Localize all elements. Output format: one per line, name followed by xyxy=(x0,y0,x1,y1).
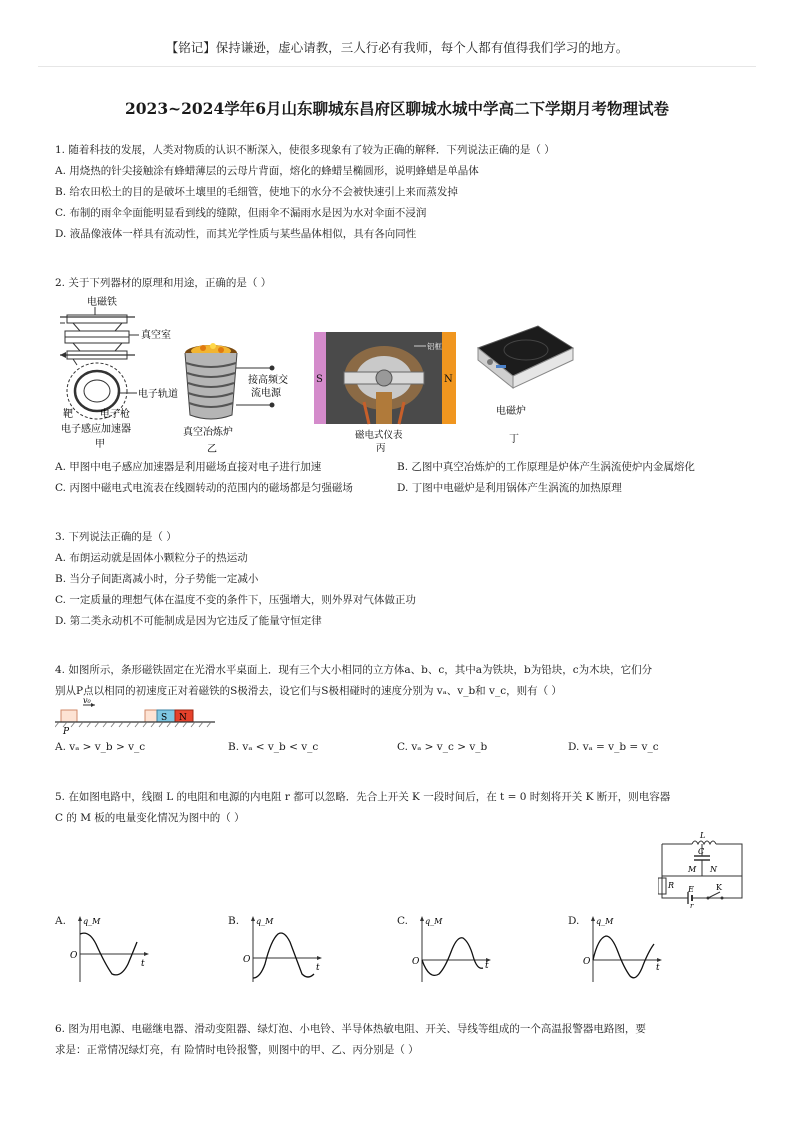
q1-option-b[interactable]: B. 给农田松土的目的是破坏土壤里的毛细管，使地下的水分不会被快速引上来而蒸发掉 xyxy=(55,186,458,198)
figure-ding-name: 电磁炉 xyxy=(496,406,526,417)
figure-betatron xyxy=(55,293,195,458)
figure-bing-tag: 丙 xyxy=(376,443,386,454)
q1-option-a[interactable]: A. 用烧热的针尖接触涂有蜂蜡薄层的云母片背面，熔化的蜂蜡呈椭圆形，说明蜂蜡是单晶体 xyxy=(55,165,479,177)
q4-option-c[interactable]: C. vₐ > v_c > v_b xyxy=(397,741,488,753)
circuit-label-k: K xyxy=(716,883,722,892)
graph-a-xlabel: t xyxy=(141,959,145,969)
q5-option-d[interactable]: D. xyxy=(568,915,580,927)
figure-bing-name: 磁电式仪表 xyxy=(355,430,403,441)
graph-c-xlabel: t xyxy=(485,961,489,971)
q5-graph-d[interactable] xyxy=(578,912,668,988)
label-electromagnet: 电磁铁 xyxy=(87,297,117,308)
figure-ding-tag: 丁 xyxy=(509,434,519,445)
q2-option-d[interactable]: D. 丁图中电磁炉是利用锅体产生涡流的加热原理 xyxy=(397,482,622,494)
q3-option-b[interactable]: B. 当分子间距离减小时，分子势能一定减小 xyxy=(55,573,259,585)
q5-option-c[interactable]: C. xyxy=(397,915,408,927)
label-point-p: P xyxy=(63,727,70,736)
figure-lc-circuit xyxy=(658,826,746,908)
q4-stem-line2: 别从P点以相同的初速度正对着磁铁的S极滑去，设它们与S极相碰时的速度分别为 vₐ、v_b和 v_c，则有（ ） xyxy=(55,685,562,697)
q2-stem: 2. 关于下列器材的原理和用途，正确的是（ ） xyxy=(55,277,272,289)
q6-stem-line1: 6. 图为用电源、电磁继电器、滑动变阻器、绿灯泡、小电铃、半导体热敏电阻、开关、导线等组成的一个高温报警器电路图，要 xyxy=(55,1023,646,1035)
circuit-label-l: L xyxy=(700,831,706,840)
q4-option-a[interactable]: A. vₐ > v_b > v_c xyxy=(55,741,146,753)
q4-option-b[interactable]: B. vₐ < v_b < v_c xyxy=(228,741,319,753)
label-n-pole: N xyxy=(444,374,453,385)
q1-option-c[interactable]: C. 布制的雨伞伞面能明显看到线的缝隙，但雨伞不漏雨水是因为水对伞面不浸润 xyxy=(55,207,427,219)
circuit-label-n: N xyxy=(710,865,717,874)
q3-option-c[interactable]: C. 一定质量的理想气体在温度不变的条件下，压强增大，则外界对气体做正功 xyxy=(55,594,416,606)
graph-b-origin: O xyxy=(243,955,251,965)
circuit-label-r: r xyxy=(690,902,694,908)
graph-d-ylabel: q_M xyxy=(596,917,614,926)
label-aluminum-frame: 铝框 xyxy=(427,342,442,351)
figure-jia-name: 电子感应加速器 xyxy=(61,424,131,435)
figure-galvanometer xyxy=(314,332,459,457)
q1-option-d[interactable]: D. 液晶像液体一样具有流动性，而其光学性质与某些晶体相似，具有各向同性 xyxy=(55,228,417,240)
label-electron-orbit: 电子轨道 xyxy=(138,389,178,400)
page-title: 2023~2024学年6月山东聊城东昌府区聊城水城中学高二下学期月考物理试卷 xyxy=(124,99,670,118)
circuit-label-r-resistor: R xyxy=(668,881,675,890)
figure-vacuum-furnace xyxy=(178,333,303,458)
label-hf-power-2: 流电源 xyxy=(251,388,281,399)
q2-option-c[interactable]: C. 丙图中磁电式电流表在线圈转动的范围内的磁场都是匀强磁场 xyxy=(55,482,353,494)
label-hf-power-1: 接高频交 xyxy=(248,375,288,386)
q3-option-d[interactable]: D. 第二类永动机不可能制成是因为它违反了能量守恒定律 xyxy=(55,615,322,627)
header-divider xyxy=(38,66,756,67)
q5-graph-a[interactable] xyxy=(65,912,155,988)
figure-yi-tag: 乙 xyxy=(207,444,217,455)
figure-induction-cooker xyxy=(468,318,578,448)
label-v0: v₀ xyxy=(83,698,91,705)
q3-option-a[interactable]: A. 布朗运动就是固体小颗粒分子的热运动 xyxy=(55,552,248,564)
motto-banner: 【铭记】保持谦逊，虚心请教，三人行必有我师，每个人都有值得我们学习的地方。 xyxy=(165,40,629,55)
q5-stem-line1: 5. 在如图电路中，线圈 L 的电阻和电源的内电阻 r 都可以忽略．先合上开关 K 一段时间后，在 t = 0 时刻将开关 K 断开，则电容器 xyxy=(55,791,671,803)
q4-option-d[interactable]: D. vₐ = v_b = v_c xyxy=(568,741,659,753)
graph-b-ylabel: q_M xyxy=(256,917,274,926)
circuit-label-c: C xyxy=(698,847,705,856)
label-magnet-n: N xyxy=(179,713,187,723)
q5-graph-b[interactable] xyxy=(238,912,328,988)
q2-option-a[interactable]: A. 甲图中电子感应加速器是利用磁场直接对电子进行加速 xyxy=(55,461,322,473)
q1-stem: 1. 随着科技的发展，人类对物质的认识不断深入，使很多现象有了较为正确的解释．下列说法正确的是（ ） xyxy=(55,144,555,156)
label-vacuum-chamber: 真空室 xyxy=(141,330,171,341)
figure-yi-name: 真空冶炼炉 xyxy=(183,427,233,438)
q6-stem-line2: 求是：正常情况绿灯亮，有 险情时电铃报警，则图中的甲、乙、丙分别是（ ） xyxy=(55,1044,419,1056)
label-electron-gun: 电子枪 xyxy=(100,409,130,420)
graph-b-xlabel: t xyxy=(316,963,320,973)
label-s-pole: S xyxy=(316,374,323,385)
graph-c-ylabel: q_M xyxy=(425,917,443,926)
q3-stem: 3. 下列说法正确的是（ ） xyxy=(55,531,177,543)
q4-stem-line1: 4. 如图所示，条形磁铁固定在光滑水平桌面上．现有三个大小相同的立方体a、b、c，其中a为铁块，b为铅块，c为木块，它们分 xyxy=(55,664,653,676)
q5-graph-c[interactable] xyxy=(407,912,497,988)
graph-a-ylabel: q_M xyxy=(83,917,101,926)
label-magnet-s: S xyxy=(161,713,168,723)
q5-stem-line2: C 的 M 板的电量变化情况为图中的（ ） xyxy=(55,812,245,824)
q2-option-b[interactable]: B. 乙图中真空冶炼炉的工作原理是炉体产生涡流使炉内金属熔化 xyxy=(397,461,695,473)
graph-d-xlabel: t xyxy=(656,963,660,973)
q5-option-b[interactable]: B. xyxy=(228,915,240,927)
label-target: 靶 xyxy=(63,409,73,420)
circuit-label-m: M xyxy=(688,865,697,874)
circuit-label-e: E xyxy=(688,885,694,894)
graph-d-origin: O xyxy=(583,957,591,967)
q5-option-a[interactable]: A. xyxy=(55,915,66,927)
figure-jia-tag: 甲 xyxy=(95,439,105,450)
graph-c-origin: O xyxy=(412,957,420,967)
graph-a-origin: O xyxy=(70,951,78,961)
figure-magnet-table xyxy=(55,698,215,736)
